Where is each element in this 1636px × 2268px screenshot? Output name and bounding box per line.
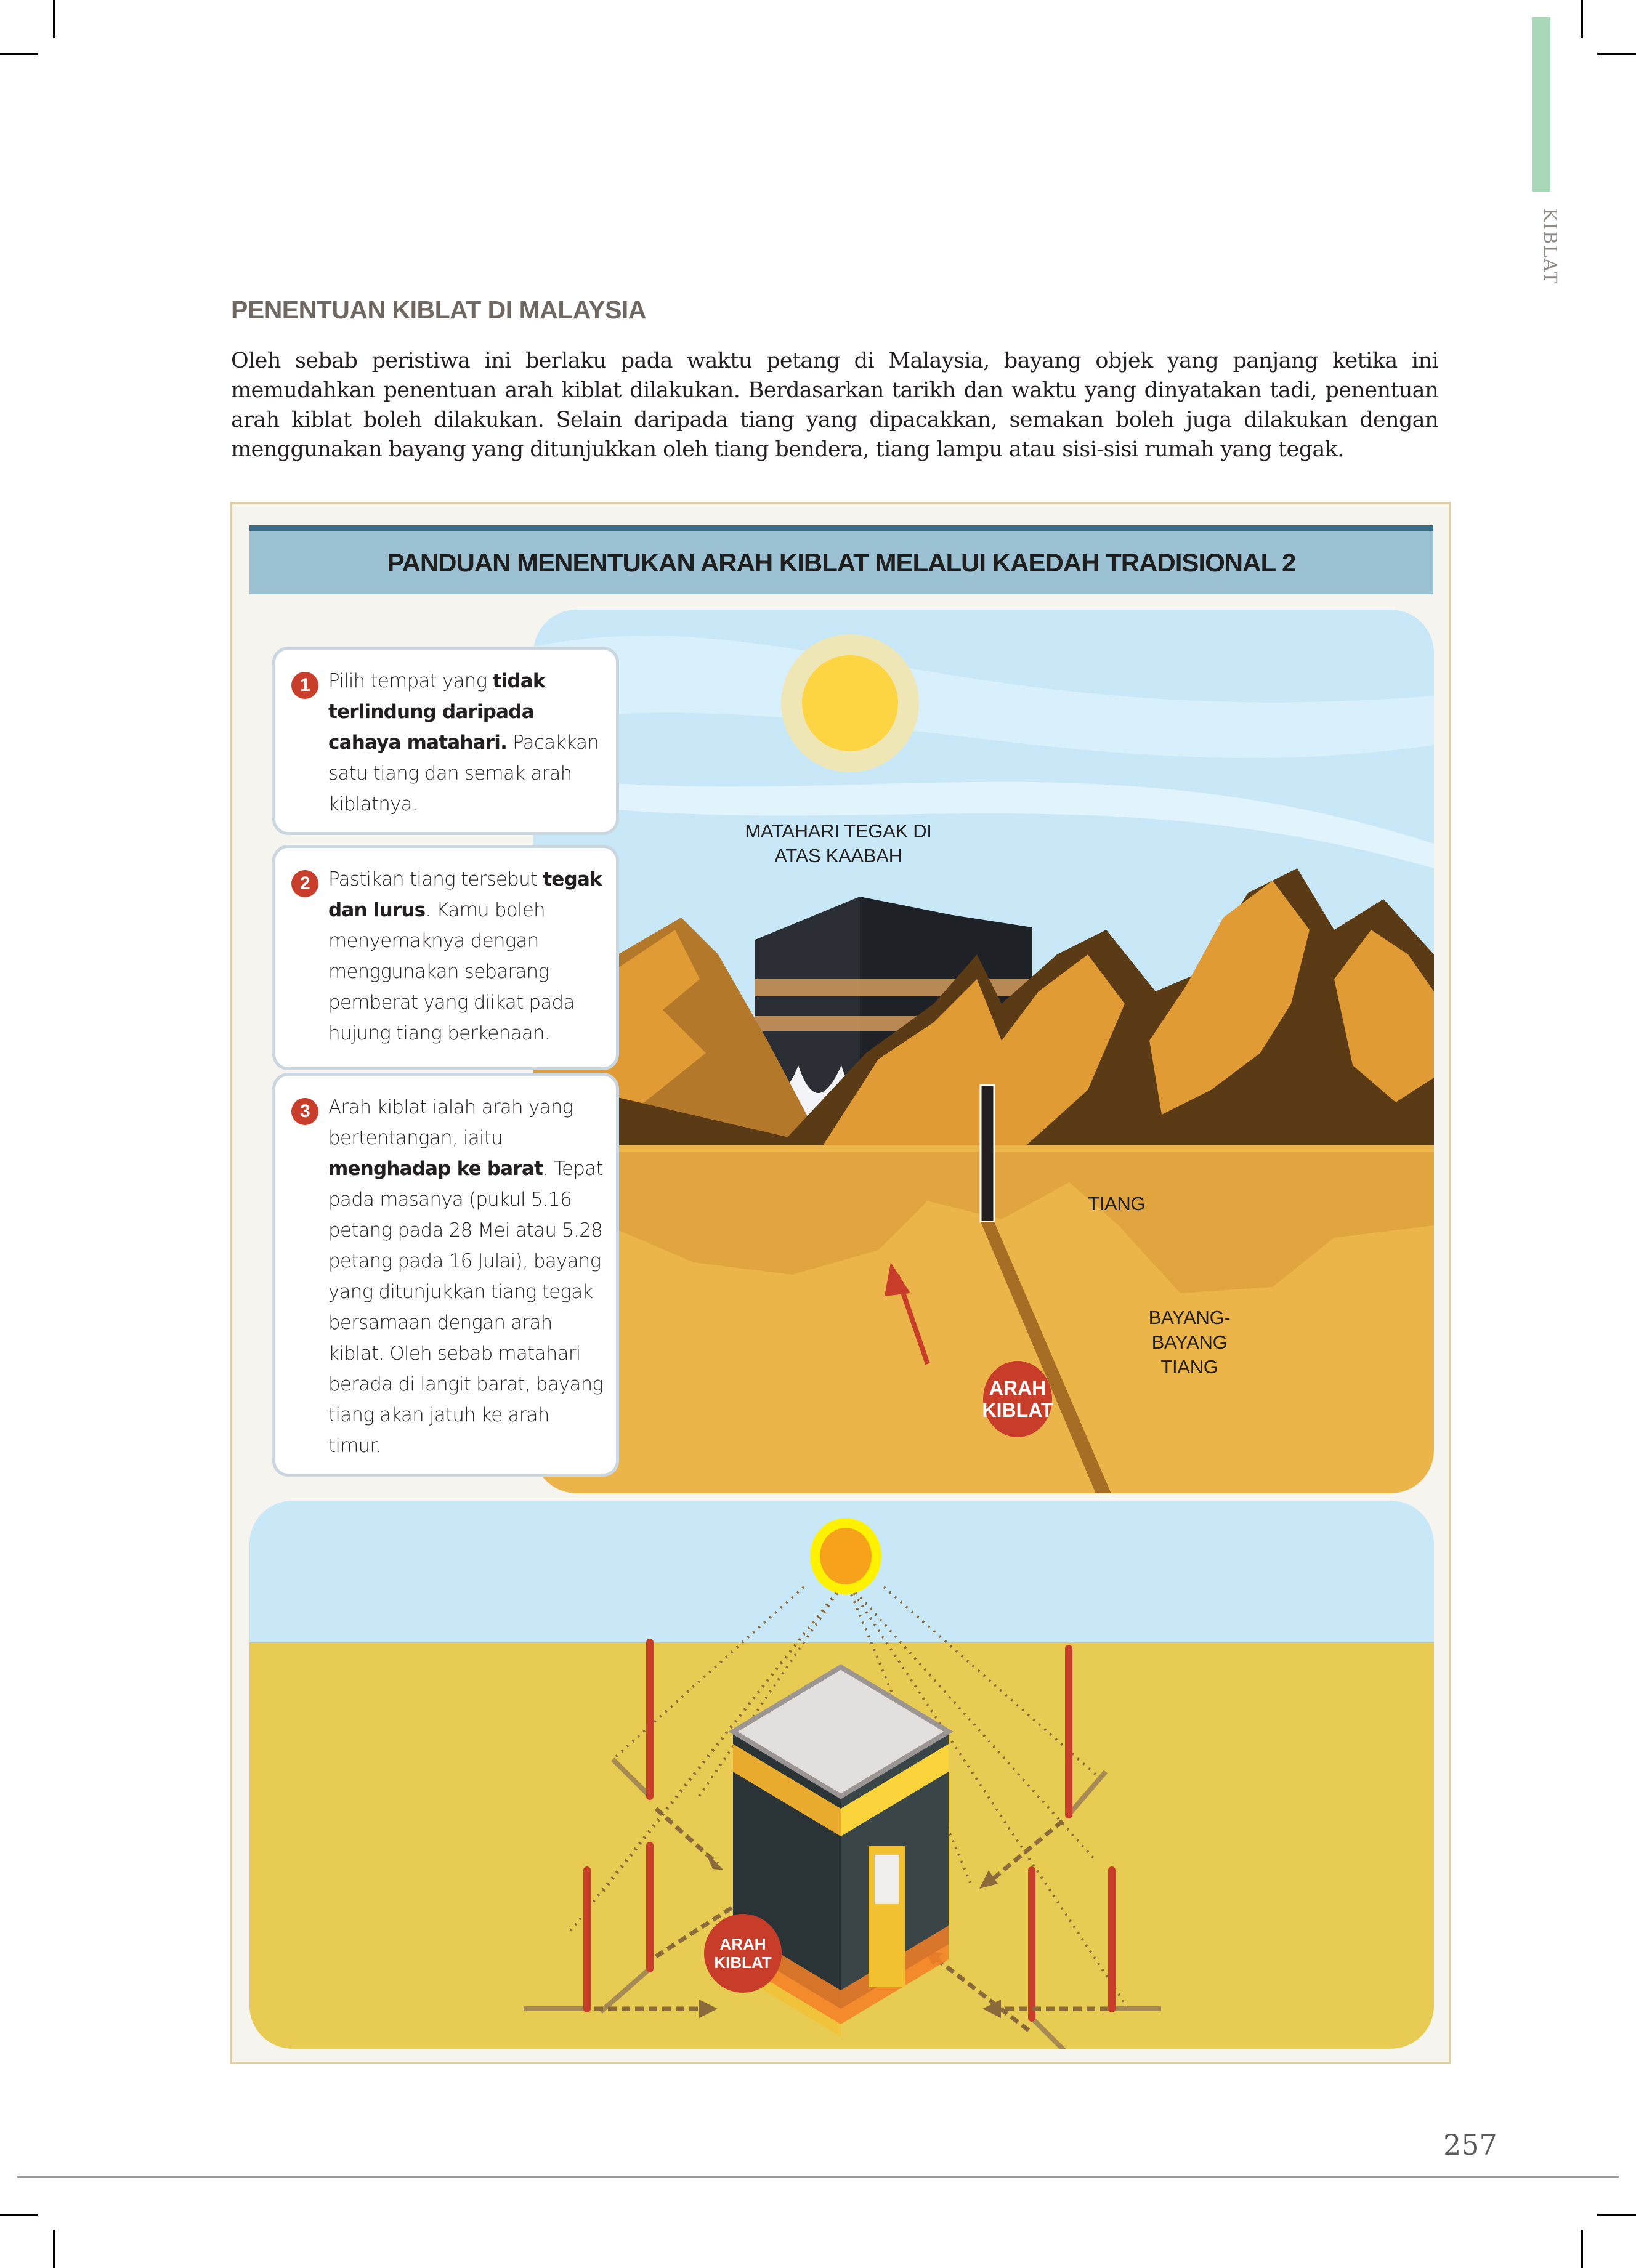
- qibla-direction-badge: ARAH KIBLAT: [983, 1361, 1052, 1437]
- section-title: PENENTUAN KIBLAT DI MALAYSIA: [231, 296, 646, 324]
- chapter-tab-label: KIBLAT: [1540, 208, 1561, 285]
- pole-label: TIANG: [1088, 1193, 1146, 1214]
- crop-mark: [1597, 2214, 1636, 2216]
- crop-mark: [53, 2230, 55, 2268]
- pole-icon: [981, 1085, 994, 1222]
- scene-isometric-kaabah-illustration: [249, 1501, 1434, 2049]
- step-card-3: 3 Arah kiblat ialah arah yang bertentangan, iaitu menghadap ke barat. Tepat pada masanya (pukul 5.16 petang pada 28 Mei atau 5.28 petang pada 16 Julai), bayang yang ditunjukkan tiang tegak bersamaan dengan arah kiblat. Oleh sebab matahari berada di langit barat, bayang tiang akan jatuh ke arah timur.: [272, 1073, 619, 1477]
- step-card-1: 1 Pilih tempat yang tidak terlindung daripada cahaya matahari. Pacakkan satu tiang dan semak arah kiblatnya.: [272, 647, 619, 835]
- crop-mark: [1581, 2230, 1583, 2268]
- sun-label: MATAHARI TEGAK DI ATAS KAABAH: [745, 820, 932, 866]
- step-number-badge: 1: [291, 672, 318, 699]
- crop-mark: [0, 2214, 38, 2216]
- scene-kaabah-mountains-illustration: [533, 610, 1434, 1493]
- scene-isometric-kaabah: [249, 1501, 1434, 2049]
- qibla-direction-badge-2: ARAH KIBLAT: [704, 1914, 782, 1993]
- step-number-badge: 3: [291, 1098, 318, 1125]
- page-number: 257: [1443, 2128, 1497, 2161]
- crop-mark: [53, 0, 55, 38]
- footer-rule: [17, 2176, 1619, 2178]
- crop-mark: [0, 53, 38, 55]
- sun-icon: [810, 1518, 881, 1594]
- intro-paragraph: Oleh sebab peristiwa ini berlaku pada waktu petang di Malaysia, bayang objek yang panjang ketika ini memudahkan penentuan arah kiblat dilakukan. Berdasarkan tarikh dan waktu yang dinyatakan tadi, penentuan arah kiblat boleh dilakukan. Selain daripada tiang yang dipacakkan, semakan boleh juga dilakukan dengan menggunakan bayang yang ditunjukkan oleh tiang bendera, tiang lampu atau sisi-sisi rumah yang tegak.: [231, 349, 1438, 462]
- crop-mark: [1597, 53, 1636, 55]
- chapter-tab-marker: [1532, 17, 1550, 192]
- infographic-title: PANDUAN MENENTUKAN ARAH KIBLAT MELALUI KAEDAH TRADISIONAL 2: [387, 547, 1296, 577]
- scene-kaabah-mountains: [533, 610, 1434, 1493]
- step-card-2: 2 Pastikan tiang tersebut tegak dan lurus. Kamu boleh menyemaknya dengan menggunakan sebarang pemberat yang diikat pada hujung tiang berkenaan.: [272, 845, 619, 1070]
- sun-icon: [781, 634, 919, 772]
- infographic-banner: [249, 525, 1433, 594]
- step-number-badge: 2: [291, 870, 318, 897]
- shadow-label: BAYANG-BAYANG TIANG: [1148, 1307, 1231, 1378]
- crop-mark: [1581, 0, 1583, 38]
